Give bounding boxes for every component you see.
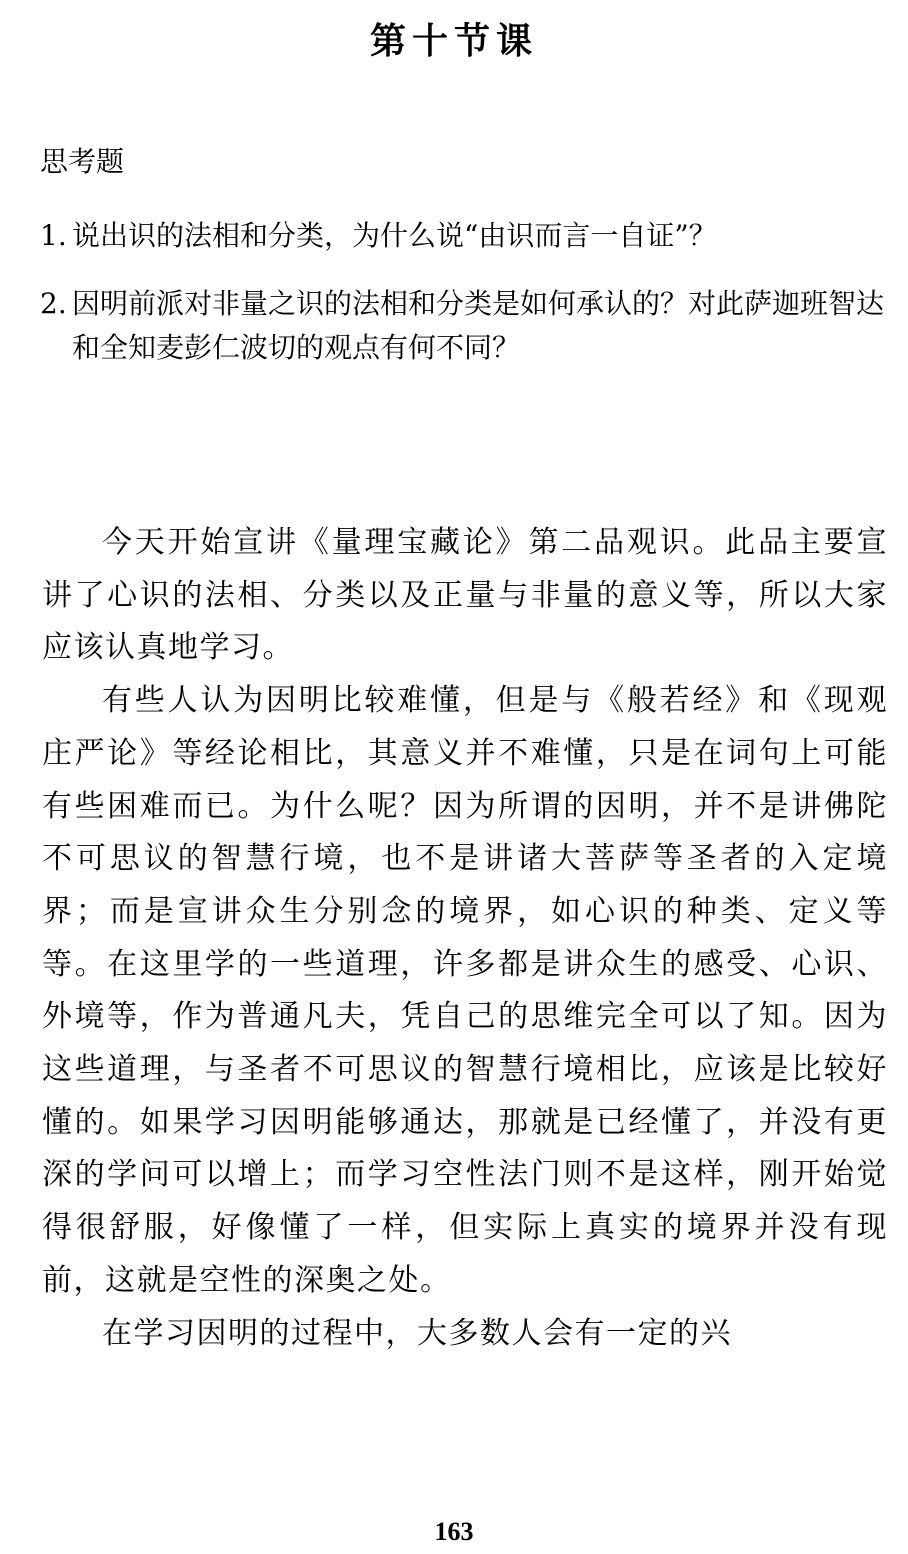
lecture-body: [42, 517, 888, 1360]
question-item: [40, 282, 890, 370]
review-questions: [40, 140, 890, 394]
question-text: 说出识的法相和分类，为什么说“由识而言一自证”？: [72, 219, 717, 252]
body-paragraph: 今天开始宣讲《量理宝藏论》第二品观识。此品主要宣讲了心识的法相、分类以及正量与非量的意义等，所以大家应该认真地学习。: [42, 525, 888, 666]
question-number: 1.: [40, 219, 67, 252]
question-text: 因明前派对非量之识的法相和分类是如何承认的？对此萨迦班智达和全知麦彭仁波切的观点有何不同？: [72, 287, 885, 364]
question-number: 2.: [40, 287, 67, 320]
body-paragraph: 在学习因明的过程中，大多数人会有一定的兴: [102, 1315, 732, 1351]
body-paragraph: 有些人认为因明比较难懂，但是与《般若经》和《现观庄严论》等经论相比，其意义并不难懂，只是在词句上可能有些困难而已。为什么呢？因为所谓的因明，并不是讲佛陀不可思议的智慧行境，也不是讲诸大菩萨等圣者的入定境界；而是宣讲众生分别念的境界，如心识的种类、定义等等。在这里学的一些道理，许多都是讲众生的感受、心识、外境等，作为普通凡夫，凭自己的思维完全可以了知。因为这些道理，与圣者不可思议的智慧行境相比，应该是比较好懂的。如果学习因明能够通达，那就是已经懂了，并没有更深的学问可以增上；而学习空性法门则不是这样，刚开始觉得很舒服，好像懂了一样，但实际上真实的境界并没有现前，这就是空性的深奥之处。: [42, 683, 888, 1298]
questions-heading: 思考题: [40, 145, 125, 178]
question-item: [40, 214, 890, 258]
page-title: 第十节课: [369, 21, 538, 62]
page-number: 163: [434, 1517, 474, 1546]
